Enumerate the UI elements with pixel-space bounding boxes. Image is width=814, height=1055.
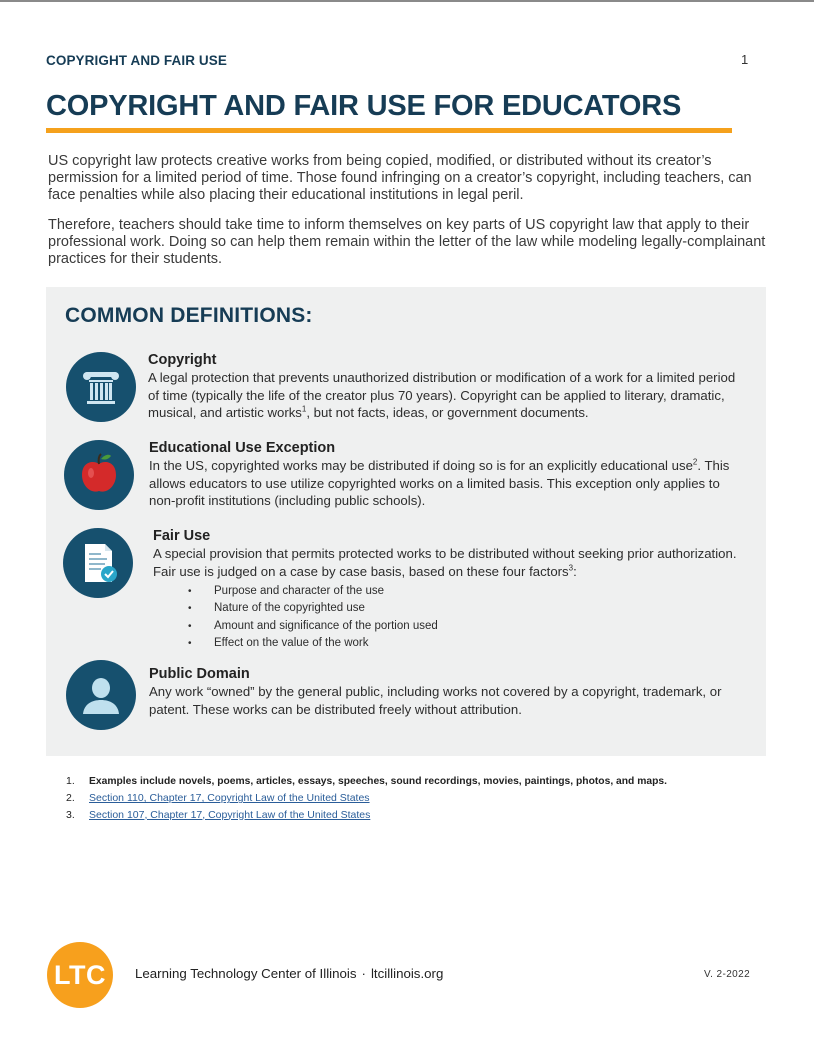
footnotes xyxy=(66,773,667,823)
footnote-link-section-107[interactable]: Section 107, Chapter 17, Copyright Law of the United States xyxy=(89,808,371,821)
intro-paragraph-1: US copyright law protects creative works from being copied, modified, or distributed without its creator’s permission for a limited period of time. Those found infringing on a creator’s copyright, including teachers, can face penalties while also placing their educational institutions in legal peril. xyxy=(48,153,752,203)
footnote: 2. Section 110, Chapter 17, Copyright Law of the United States xyxy=(66,792,370,805)
version-label: V. 2-2022 xyxy=(704,969,751,980)
definition-text: Any work “owned” by the general public, including works not covered by a copyright, trademark, or patent. These works can be distributed freely without attribution. xyxy=(149,684,722,717)
ltc-logo: LTC xyxy=(47,942,113,1008)
definition-text: In the US, copyrighted works may be distributed if doing so is for an explicitly educational use$^2$. This allows educators to use utilize copyrighted works on a limited basis. This exception only applies to non-profit institutions (including public schools). xyxy=(149,457,730,508)
footnote: 3. Section 107, Chapter 17, Copyright Law of the United States xyxy=(66,808,371,821)
definition-text: A legal protection that prevents unauthorized distribution or modification of a work for a limited period of time (typically the life of the creator plus 70 years). Copyright can be applied to literary, dramatic, musical, and artistic works$^1$, but not facts, ideas, or government documents. xyxy=(148,370,736,420)
definition-title: Fair Use xyxy=(153,528,211,544)
page-number: 1 xyxy=(741,52,749,67)
page-title: COPYRIGHT AND FAIR USE FOR EDUCATORS xyxy=(46,90,682,122)
definition-educational-use xyxy=(149,439,749,510)
apple-icon xyxy=(64,440,134,510)
fair-use-factors-list xyxy=(153,583,753,652)
definition-title: Educational Use Exception xyxy=(149,440,336,456)
title-underline xyxy=(46,128,732,133)
definition-text: A special provision that permits protected works to be distributed without seeking prior authorization. Fair use is judged on a case by case basis, based on these four factors$^3$: xyxy=(153,546,737,579)
organization-name: Learning Technology Center of Illinois xyxy=(135,966,357,981)
header-label: COPYRIGHT AND FAIR USE xyxy=(46,53,227,68)
definition-copyright xyxy=(148,351,748,422)
top-rule xyxy=(0,0,814,2)
definitions-panel xyxy=(46,287,766,756)
definition-title: Copyright xyxy=(148,352,217,368)
definition-fair-use xyxy=(153,527,753,652)
definition-title: Public Domain xyxy=(149,666,250,682)
organization-site: ltcillinois.org xyxy=(370,966,444,981)
list-item: • Nature of the copyrighted use xyxy=(188,602,365,615)
person-icon xyxy=(66,660,136,730)
definitions-heading: COMMON DEFINITIONS: xyxy=(65,304,313,327)
list-item: • Effect on the value of the work xyxy=(188,636,369,649)
document-check-icon xyxy=(63,528,133,598)
footnote: 1. Examples include novels, poems, articles, essays, speeches, sound recordings, movies, paintings, photos, and maps. xyxy=(66,775,667,787)
column-icon xyxy=(66,352,136,422)
list-item: • Amount and significance of the portion used xyxy=(188,619,438,632)
intro-paragraph-2: Therefore, teachers should take time to inform themselves on key parts of US copyright law that apply to their professional work. Doing so can help them remain within the letter of the law while modeling legally-complainant practices for their students. xyxy=(48,217,766,267)
list-item: • Purpose and character of the use xyxy=(188,585,385,597)
footer-organization: Learning Technology Center of Illinois · ltcillinois.org xyxy=(135,966,444,981)
footnote-link-section-110[interactable]: Section 110, Chapter 17, Copyright Law of the United States xyxy=(89,792,370,805)
definition-public-domain xyxy=(149,665,749,718)
